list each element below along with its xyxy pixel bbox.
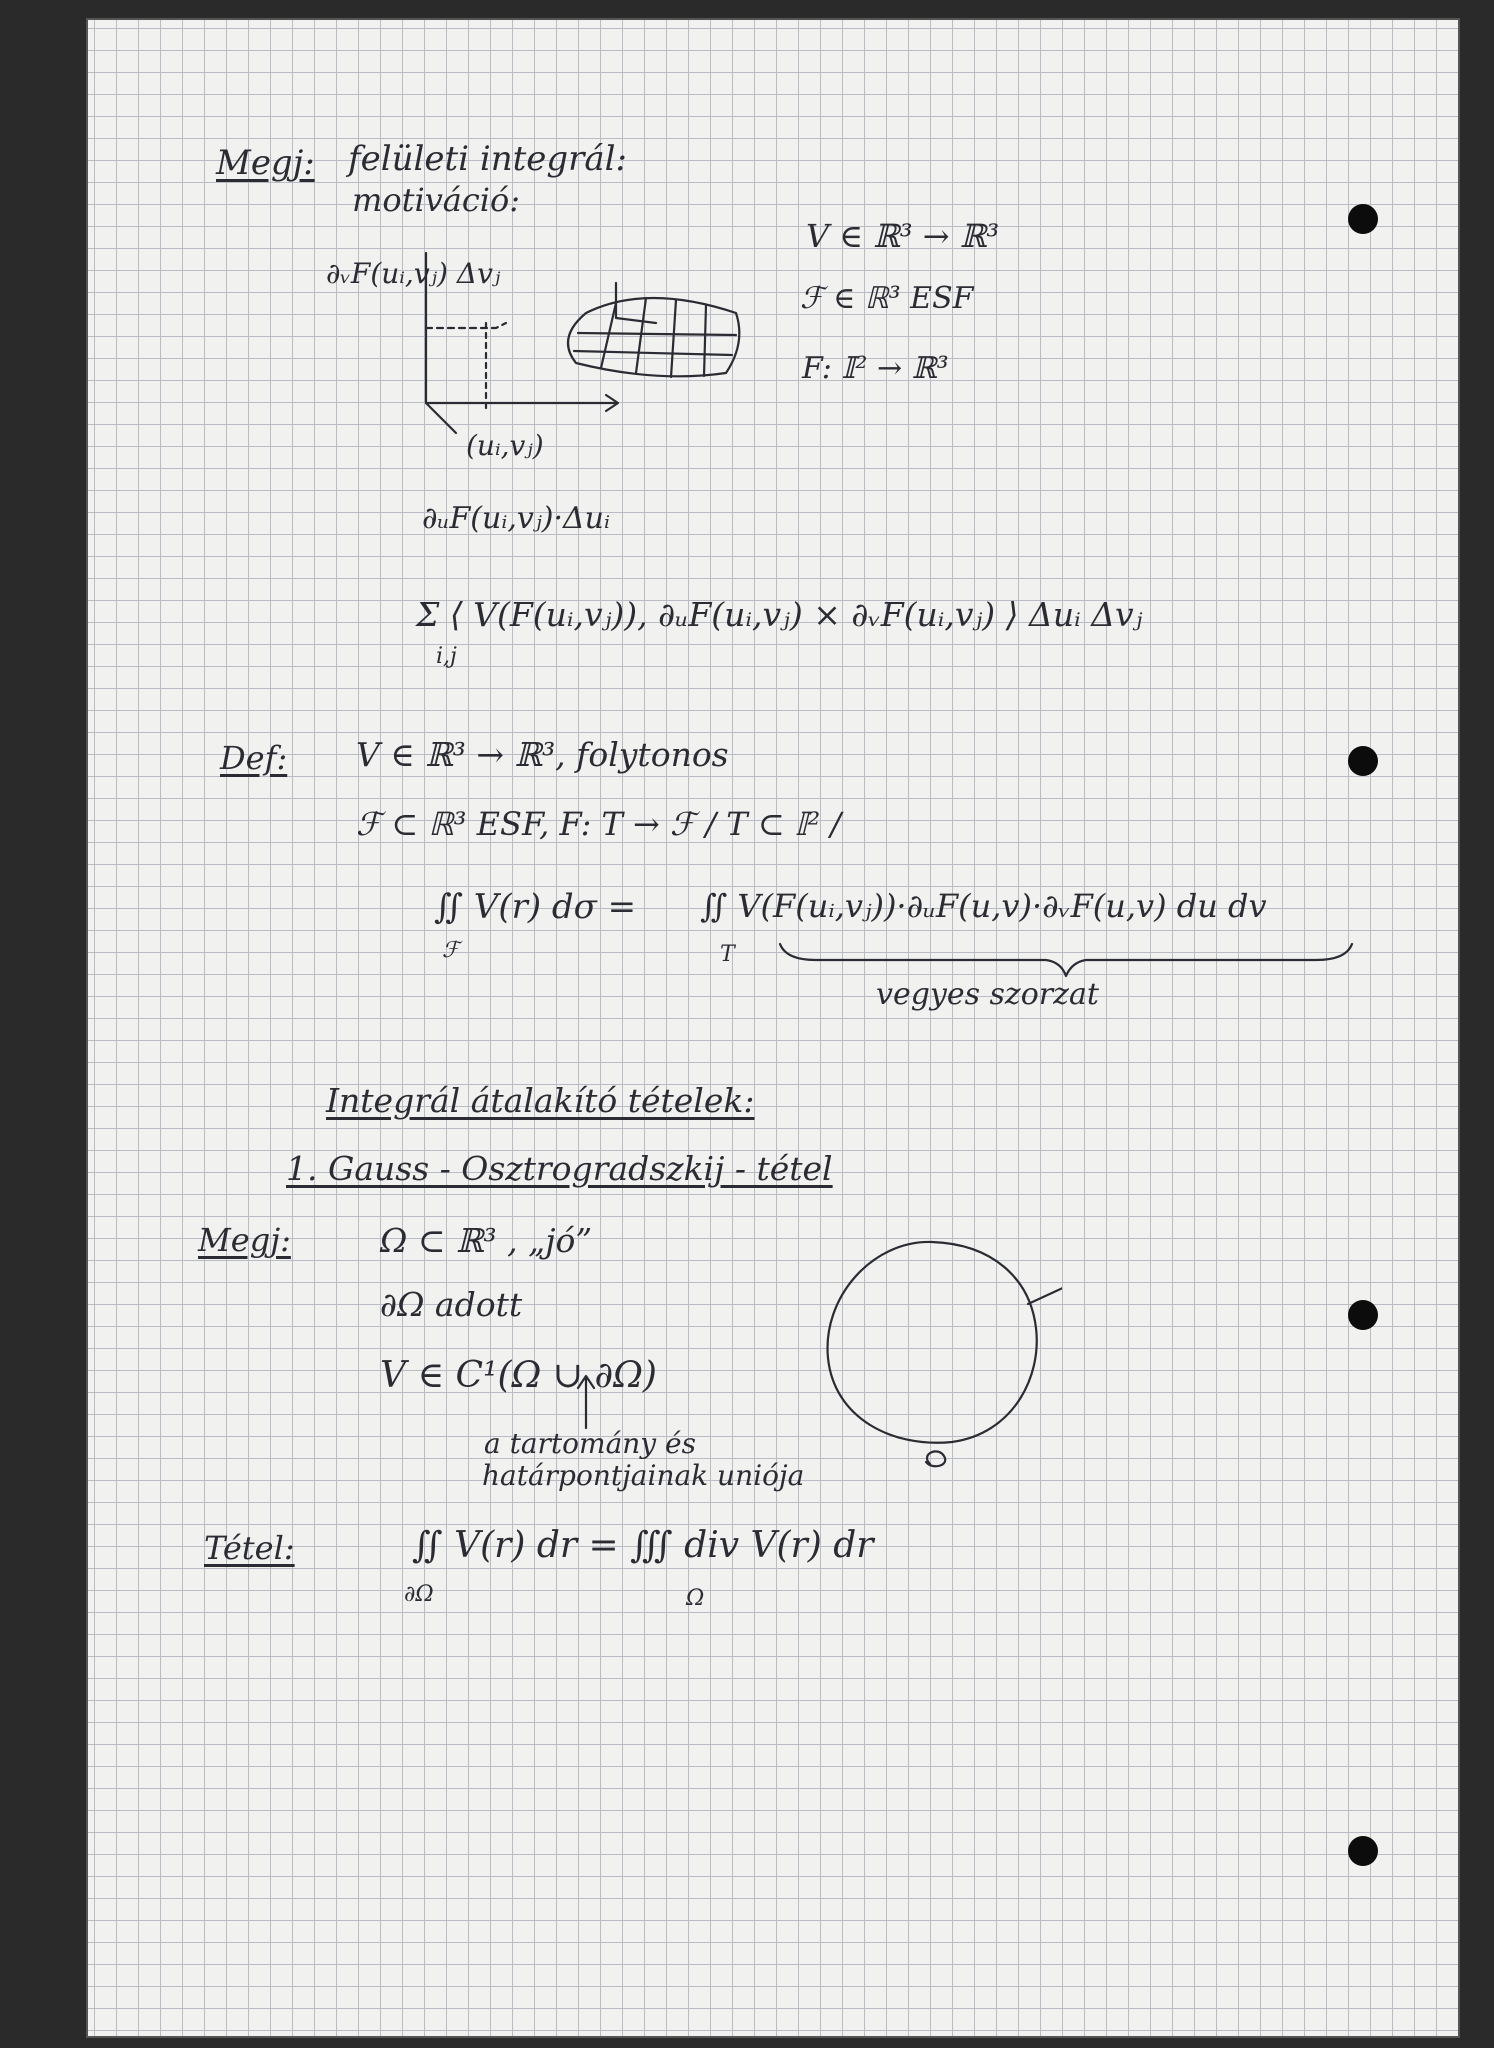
transform-heading: Integrál átalakító tételek:: [326, 1081, 755, 1120]
definition-line1: V ∈ ℝ³ → ℝ³, folytonos: [356, 735, 729, 774]
domain-sketch: [802, 1218, 1062, 1478]
punch-hole: [1348, 1300, 1378, 1330]
punch-hole: [1348, 746, 1378, 776]
theorem-rhs-sub: Ω: [686, 1586, 705, 1611]
sketch-top-label: ∂ᵥF(uᵢ,vⱼ) Δvⱼ: [326, 257, 501, 290]
integral-rhs-sub: T: [720, 942, 735, 967]
note1-title-line1: felületi integrál:: [348, 139, 627, 179]
sum-index: i,j: [436, 644, 457, 669]
underbrace: [776, 940, 1356, 980]
sum-formula: Σ ⟨ V(F(uᵢ,vⱼ)), ∂ᵤF(uᵢ,vⱼ) × ∂ᵥF(uᵢ,vⱼ) ⟩ Δuᵢ Δvⱼ: [416, 595, 1143, 634]
note2-line3: V ∈ C¹(Ω ∪ ∂Ω): [380, 1355, 657, 1396]
graph-paper-sheet: [86, 18, 1460, 2038]
theorem-formula: ∬ V(r) dr = ∭ div V(r) dr: [412, 1525, 874, 1566]
sketch-point-label: (uᵢ,vⱼ): [466, 429, 544, 462]
note2-heading: Megj:: [198, 1221, 291, 1259]
up-arrow: [574, 1372, 598, 1432]
transform-item1: 1. Gauss - Osztrogradszkij - tétel: [286, 1149, 833, 1188]
punch-hole: [1348, 204, 1378, 234]
brace-label: vegyes szorzat: [876, 977, 1099, 1012]
note2-line2: ∂Ω adott: [380, 1285, 523, 1324]
integral-rhs: ∬ V(F(uᵢ,vⱼ))·∂ᵤF(u,v)·∂ᵥF(u,v) du dv: [700, 887, 1267, 925]
punch-hole: [1348, 1836, 1378, 1866]
note1-heading: Megj:: [216, 143, 315, 183]
side-line-3: F: 𝕀² → ℝ³: [802, 351, 949, 386]
integral-lhs-sub: ℱ: [442, 938, 460, 963]
arrow-note-line1: a tartomány és: [484, 1427, 696, 1460]
integral-lhs: ∬ V(r) dσ =: [434, 887, 637, 927]
note1-title-line2: motiváció:: [352, 181, 521, 219]
theorem-heading: Tétel:: [204, 1529, 295, 1567]
definition-heading: Def:: [220, 739, 288, 777]
definition-line2: ℱ ⊂ ℝ³ ESF, F: T → ℱ / T ⊂ 𝕀² /: [356, 805, 842, 843]
side-line-1: V ∈ ℝ³ → ℝ³: [806, 217, 1000, 255]
theorem-lhs-sub: ∂Ω: [404, 1582, 434, 1607]
sketch-bottom-label: ∂ᵤF(uᵢ,vⱼ)·Δuᵢ: [422, 501, 611, 536]
side-line-2: ℱ ∈ ℝ³ ESF: [800, 281, 974, 316]
note2-line1: Ω ⊂ ℝ³ , „jó”: [380, 1221, 593, 1260]
arrow-note-line2: határpontjainak uniója: [482, 1459, 805, 1492]
